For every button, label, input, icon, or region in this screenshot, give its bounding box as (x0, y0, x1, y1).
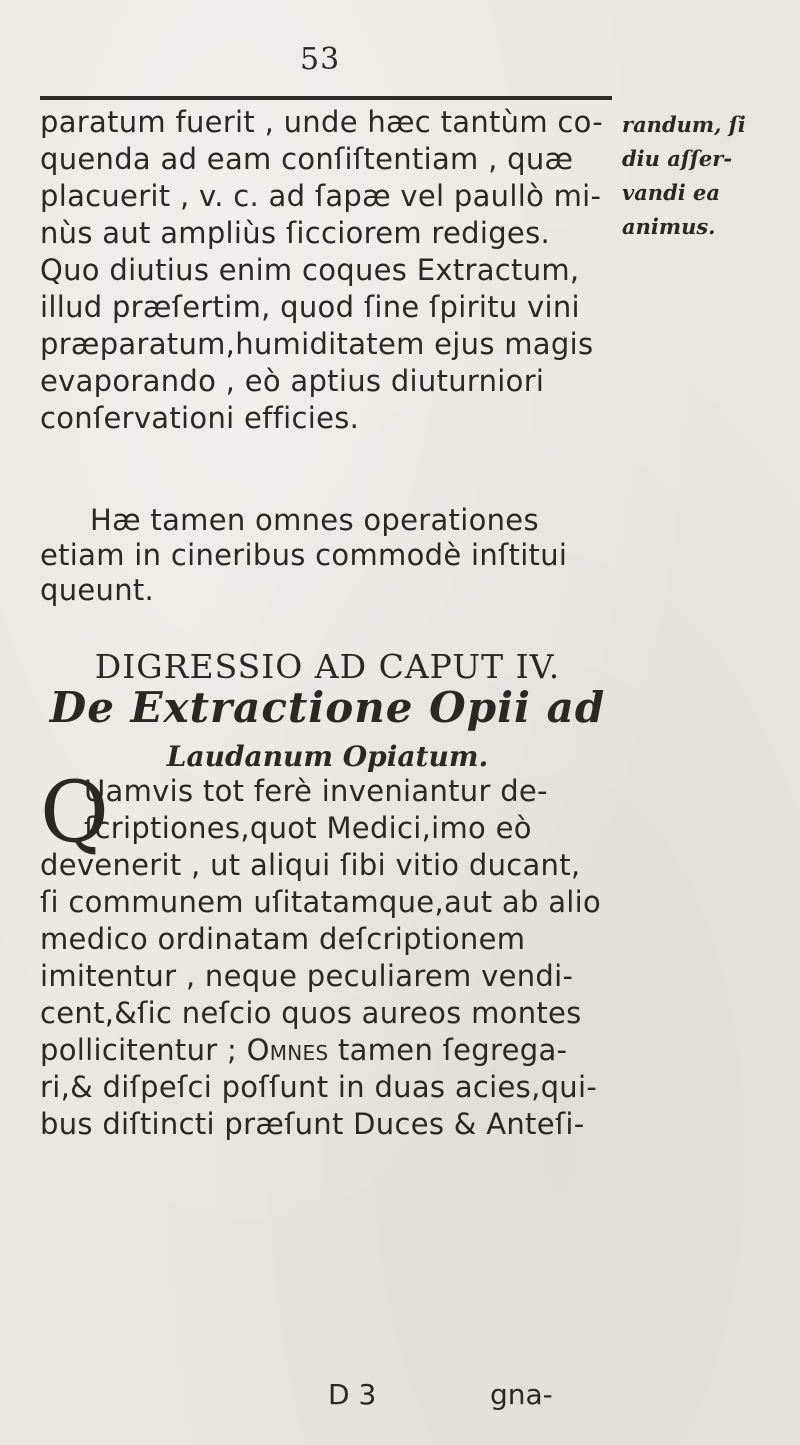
paragraph-3 (40, 763, 615, 1143)
text-line: etiam in cineribus commodè inſtitui (40, 538, 568, 572)
chapter-subheading-line-2: Laudanum Opiatum. (166, 740, 489, 773)
text-line: ſi communem uſitatamque,aut ab alio (40, 885, 602, 919)
text-line: illud præſertim, quod ſine ſpiritu vini (40, 290, 580, 324)
chapter-subheading: De Extractione Opii ad (49, 683, 606, 732)
signature-mark: D 3 (328, 1378, 377, 1411)
text-line: queunt. (40, 573, 155, 607)
margin-note (622, 108, 792, 244)
text-fragment: tamen ſegrega- (338, 1033, 568, 1067)
text-line: nùs aut ampliùs ſicciorem rediges. (40, 216, 550, 250)
text-line: cent,&ſic neſcio quos aureos montes (40, 996, 582, 1030)
text-line: conſervationi efficies. (40, 401, 360, 435)
margin-note-line: vandi ea (622, 180, 721, 205)
text-line: ri,& diſpeſci poſſunt in duas acies,qui- (40, 1070, 598, 1104)
margin-note-line: randum, ſi (622, 112, 746, 137)
text-fragment: pollicitentur ; (40, 1033, 238, 1067)
text-line: devenerit , ut aliqui ſibi vitio ducant, (40, 848, 581, 882)
margin-note-line: diu aſſer- (622, 146, 733, 171)
text-line: placuerit , v. c. ad ſapæ vel paullò mi- (40, 179, 602, 213)
text-line: ſcriptiones,quot Medici,imo eò (84, 811, 532, 845)
header-rule (40, 96, 612, 100)
text-line: bus diſtincti præſunt Duces & Anteſi- (40, 1107, 585, 1141)
text-line: paratum fuerit , unde hæc tantùm co- (40, 105, 604, 139)
drop-cap-letter: Q (40, 763, 109, 861)
text-line: quenda ad eam conſiſtentiam , quæ (40, 142, 574, 176)
text-line: præparatum,humiditatem ejus magis (40, 327, 594, 361)
chapter-heading: DIGRESSIO AD CAPUT IV. (94, 647, 561, 686)
text-line: Hæ tamen omnes operationes (90, 503, 539, 537)
text-line: imitentur , neque peculiarem vendi- (40, 959, 574, 993)
text-line: Uamvis tot ferè inveniantur de- (84, 774, 548, 808)
margin-note-line: animus. (622, 214, 716, 239)
text-line: Quo diutius enim coques Extractum, (40, 253, 580, 287)
paragraph-1 (40, 104, 615, 437)
text-line: medico ordinatam deſcriptionem (40, 922, 526, 956)
catchword: gna- (490, 1378, 553, 1411)
paragraph-2 (40, 503, 615, 608)
small-caps-word: Omnes (246, 1033, 329, 1067)
page-number: 53 (300, 42, 341, 77)
text-line (40, 1032, 615, 1069)
text-line: evaporando , eò aptius diuturniori (40, 364, 545, 398)
